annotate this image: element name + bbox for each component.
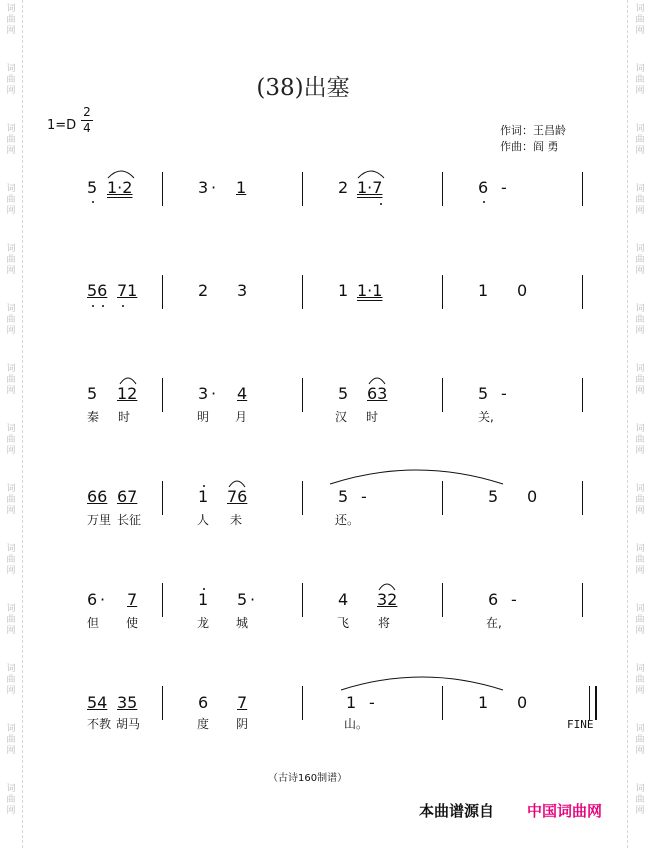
note: 3 (198, 178, 209, 197)
watermark-char: 网 (6, 26, 16, 36)
footnote: （古诗160制谱） (268, 773, 348, 784)
lyric: 龙 (197, 616, 210, 630)
watermark-char: 词 (635, 724, 645, 734)
note-group: 67 (117, 487, 138, 506)
watermark-char: 网 (635, 806, 645, 816)
watermark-char: 网 (635, 146, 645, 156)
watermark-char: 曲 (6, 735, 16, 745)
note: 2 (338, 178, 349, 197)
lyric: 人 (197, 513, 210, 527)
watermark-char: 曲 (635, 15, 645, 25)
dash: - (501, 178, 507, 197)
note: 3 (198, 384, 209, 403)
lyric: 城 (236, 616, 249, 630)
lyric: 还。 (335, 513, 360, 527)
fine-marking: FINE (567, 718, 594, 731)
note: 7 (237, 693, 248, 712)
watermark-char: 网 (635, 446, 645, 456)
note: 1 (236, 178, 247, 197)
watermark-char: 曲 (635, 735, 645, 745)
watermark-char: 网 (6, 326, 16, 336)
lyric: 未 (230, 513, 243, 527)
watermark-char: 曲 (6, 435, 16, 445)
watermark-char: 词 (6, 364, 16, 374)
note: 5 (87, 384, 98, 403)
lyric: 但 (87, 616, 100, 630)
dash: - (361, 487, 367, 506)
note: 5 (338, 384, 349, 403)
lyric: 长征 (117, 513, 142, 527)
watermark-char: 曲 (6, 675, 16, 685)
watermark-char: 曲 (635, 435, 645, 445)
note: 1 (198, 590, 209, 609)
watermark-char: 网 (635, 746, 645, 756)
watermark-char: 曲 (635, 795, 645, 805)
watermark-char: 网 (635, 566, 645, 576)
time-signature-bottom: 4 (83, 121, 91, 135)
watermark-char: 词 (635, 424, 645, 434)
source-site-name[interactable]: 中国词曲网 (527, 802, 603, 820)
watermark-char: 曲 (6, 555, 16, 565)
note: 5 (338, 487, 349, 506)
note-group: 71 (117, 281, 138, 300)
watermark-char: 词 (635, 604, 645, 614)
lyric: 不教 (87, 717, 112, 731)
note: 3 (237, 281, 248, 300)
watermark-char: 曲 (635, 555, 645, 565)
lyric: 阴 (236, 717, 249, 731)
lyric: 度 (197, 717, 210, 731)
lyric: 飞 (337, 616, 350, 630)
watermark-char: 词 (6, 4, 16, 14)
note-group: 32 (377, 590, 398, 609)
note: 4 (237, 384, 248, 403)
note: 5 (488, 487, 499, 506)
watermark-char: 曲 (6, 195, 16, 205)
watermark-char: 词 (635, 184, 645, 194)
time-signature-top: 2 (83, 105, 91, 119)
lyric: 秦 (87, 410, 100, 424)
note-group: 56 (87, 281, 108, 300)
lyricist-credit: 作词：王昌龄 (500, 124, 566, 137)
note: 6 (478, 178, 489, 197)
note: 2 (198, 281, 209, 300)
watermark-char: 网 (6, 446, 16, 456)
dash: - (501, 384, 507, 403)
watermark-char: 网 (6, 86, 16, 96)
watermark-char: 词 (6, 784, 16, 794)
watermark-char: 网 (6, 386, 16, 396)
watermark-char: 网 (635, 206, 645, 216)
watermark-char: 曲 (635, 315, 645, 325)
note-group: 1·1 (357, 281, 383, 300)
watermark-char: 网 (6, 506, 16, 516)
lyric: 万里 (87, 513, 112, 527)
watermark-char: 词 (635, 244, 645, 254)
watermark-char: 词 (6, 124, 16, 134)
watermark-char: 词 (635, 304, 645, 314)
watermark-char: 网 (6, 686, 16, 696)
key-signature: 1=D (47, 118, 77, 133)
note: 0 (517, 281, 528, 300)
lyric: 时 (366, 410, 379, 424)
watermark-char: 曲 (6, 135, 16, 145)
dash: - (369, 693, 375, 712)
watermark-char: 曲 (6, 15, 16, 25)
watermark-char: 曲 (6, 255, 16, 265)
watermark-char: 词 (635, 544, 645, 554)
watermark-char: 曲 (6, 315, 16, 325)
watermark-char: 网 (6, 626, 16, 636)
lyric: 在, (486, 616, 502, 630)
source-prefix: 本曲谱源自 (419, 802, 495, 820)
note: 5 (237, 590, 248, 609)
lyric: 汉 (335, 410, 348, 424)
watermark-char: 词 (6, 664, 16, 674)
watermark-char: 网 (6, 266, 16, 276)
note: 6 (488, 590, 499, 609)
watermark-char: 词 (635, 784, 645, 794)
note: 0 (517, 693, 528, 712)
watermark-char: 曲 (6, 375, 16, 385)
watermark-char: 曲 (635, 75, 645, 85)
dash: - (511, 590, 517, 609)
note: 1 (478, 281, 489, 300)
composer-credit: 作曲：阎 勇 (500, 140, 559, 153)
watermark-char: 网 (6, 746, 16, 756)
watermark-char: 网 (635, 626, 645, 636)
watermark-char: 词 (635, 664, 645, 674)
watermark-char: 词 (6, 244, 16, 254)
watermark-char: 曲 (635, 615, 645, 625)
watermark-char: 词 (6, 724, 16, 734)
watermark-char: 词 (6, 64, 16, 74)
note-group: 76 (227, 487, 248, 506)
watermark-char: 词 (6, 184, 16, 194)
watermark-char: 词 (635, 364, 645, 374)
note: 5 (87, 178, 98, 197)
lyric: 时 (118, 410, 131, 424)
note-group: 54 (87, 693, 108, 712)
note: 1 (346, 693, 357, 712)
watermark-char: 曲 (6, 495, 16, 505)
note: 1 (338, 281, 349, 300)
watermark-char: 词 (635, 484, 645, 494)
watermark-char: 词 (635, 64, 645, 74)
lyric: 山。 (344, 717, 369, 731)
watermark-char: 网 (635, 686, 645, 696)
watermark-char: 曲 (6, 615, 16, 625)
watermark-char: 网 (6, 566, 16, 576)
watermark-char: 网 (635, 266, 645, 276)
watermark-char: 词 (6, 424, 16, 434)
watermark-char: 网 (635, 26, 645, 36)
lyric: 使 (126, 616, 139, 630)
watermark-char: 曲 (6, 795, 16, 805)
watermark-char: 网 (635, 86, 645, 96)
watermark-char: 曲 (635, 375, 645, 385)
watermark-char: 词 (6, 604, 16, 614)
lyric: 将 (378, 616, 391, 630)
note: 1 (198, 487, 209, 506)
note: 7 (127, 590, 138, 609)
watermark-char: 曲 (635, 195, 645, 205)
watermark-char: 网 (6, 806, 16, 816)
lyric: 明 (197, 410, 210, 424)
watermark-char: 词 (635, 124, 645, 134)
watermark-char: 曲 (635, 495, 645, 505)
note: 0 (527, 487, 538, 506)
watermark-char: 曲 (635, 675, 645, 685)
lyric: 月 (235, 410, 248, 424)
watermark-char: 词 (6, 484, 16, 494)
watermark-char: 网 (6, 146, 16, 156)
watermark-char: 网 (6, 206, 16, 216)
watermark-char: 词 (6, 304, 16, 314)
note-group: 63 (367, 384, 388, 403)
note-group: 1·7 (357, 178, 383, 197)
note: 4 (338, 590, 349, 609)
lyric: 胡马 (116, 717, 141, 731)
watermark-char: 网 (635, 386, 645, 396)
watermark-char: 网 (635, 506, 645, 516)
watermark-char: 词 (6, 544, 16, 554)
watermark-char: 曲 (635, 135, 645, 145)
watermark-char: 曲 (6, 75, 16, 85)
watermark-char: 词 (635, 4, 645, 14)
note-group: 35 (117, 693, 138, 712)
watermark-char: 网 (635, 326, 645, 336)
lyric: 关, (478, 410, 494, 424)
note-group: 1·2 (107, 178, 133, 197)
note: 5 (478, 384, 489, 403)
song-title: (38)出塞 (256, 75, 350, 101)
note: 6 (87, 590, 98, 609)
note-group: 66 (87, 487, 108, 506)
note: 1 (478, 693, 489, 712)
watermark-char: 曲 (635, 255, 645, 265)
note: 6 (198, 693, 209, 712)
note-group: 12 (117, 384, 138, 403)
